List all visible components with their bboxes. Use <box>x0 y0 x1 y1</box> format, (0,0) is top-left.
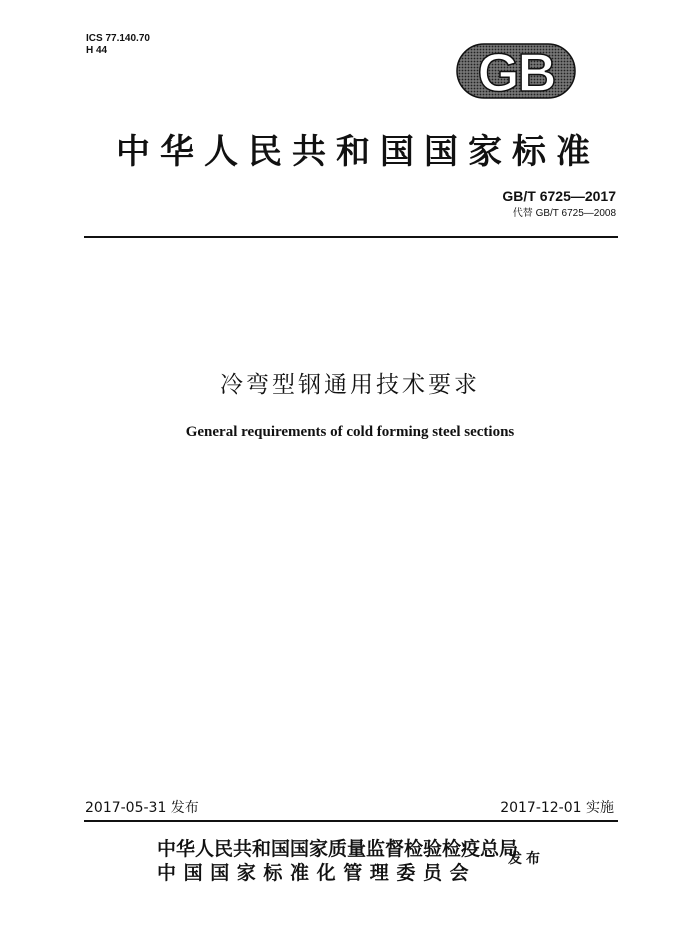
ccs-code: H 44 <box>86 45 108 56</box>
issuer-sac: 中国国家标准化管理委员会 <box>157 862 477 884</box>
svg-text:GB: GB <box>477 43 555 100</box>
implement-date: 2017-12-01 实施 <box>500 800 614 816</box>
publish-date: 2017-05-31 发布 <box>85 800 199 816</box>
standard-category-title: 中华人民共和国国家标准 <box>116 132 600 172</box>
document-title-cn: 冷弯型钢通用技术要求 <box>220 372 480 398</box>
ics-code: ICS 77.140.70 <box>86 33 150 44</box>
standard-number: GB/T 6725—2017 <box>502 188 616 204</box>
replaces-standard: 代替 GB/T 6725—2008 <box>512 208 616 219</box>
gb-logo <box>455 42 577 100</box>
bottom-divider <box>84 820 618 822</box>
document-title-en: General requirements of cold forming steel sections <box>185 424 515 440</box>
issue-label: 发布 <box>508 851 544 867</box>
classification-codes <box>86 33 150 57</box>
issuer-aqsiq: 中华人民共和国国家质量监督检验检疫总局 <box>157 838 519 860</box>
top-divider <box>84 236 618 238</box>
